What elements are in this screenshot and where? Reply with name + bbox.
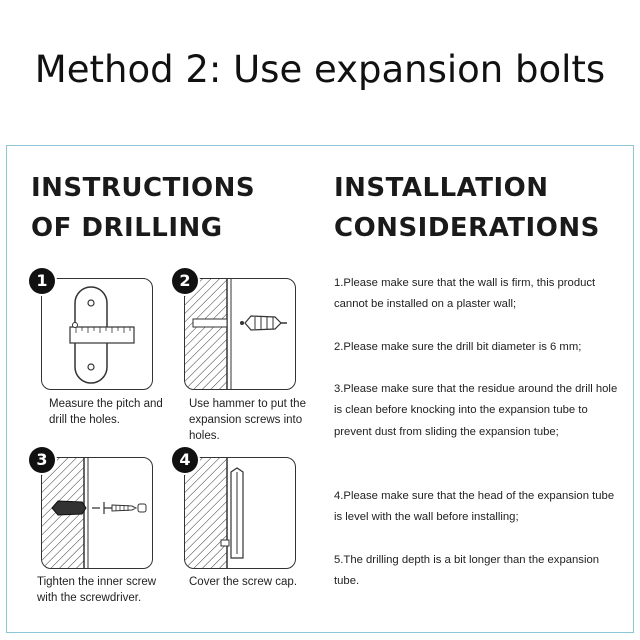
heading-line: CONSIDERATIONS: [334, 213, 600, 243]
consideration-2: 2.Please make sure the drill bit diameter is 6 mm;: [334, 341, 582, 353]
step-3-caption: Tighten the inner screw with the screwdriver.: [37, 576, 157, 604]
drilling-instructions-heading: [31, 168, 255, 248]
step-4-caption: Cover the screw cap.: [189, 576, 298, 588]
step-2-badge: 2: [172, 268, 198, 294]
step-4-illustration: [184, 457, 296, 569]
consideration-4: 4.Please make sure that the head of the expansion tube is level with the wall before installing;: [334, 490, 615, 524]
step-3-badge: 3: [29, 447, 55, 473]
consideration-1: 1.Please make sure that the wall is firm, this product cannot be installed on a plaster wall;: [334, 277, 596, 311]
consideration-3: 3.Please make sure that the residue around the drill hole is clean before knocking into the expansion tube to prevent dust from sliding the expansion tube;: [334, 383, 618, 438]
step-2-caption: Use hammer to put the expansion screws into holes.: [189, 398, 306, 442]
heading-line: INSTALLATION: [334, 173, 549, 203]
ruler-on-bracket-icon: [42, 279, 153, 390]
step-4-badge: 4: [172, 447, 198, 473]
step-3-illustration: [41, 457, 153, 569]
heading-line: OF DRILLING: [31, 213, 223, 243]
step-1-caption: Measure the pitch and drill the holes.: [49, 398, 163, 426]
screw-into-anchor-icon: [42, 458, 153, 569]
step-1-illustration: [41, 278, 153, 390]
page-title: Method 2: Use expansion bolts: [34, 48, 606, 91]
step-1-badge: 1: [29, 268, 55, 294]
step-2-illustration: [184, 278, 296, 390]
heading-line: INSTRUCTIONS: [31, 173, 256, 203]
installation-considerations-heading: [334, 168, 600, 248]
consideration-5: 5.The drilling depth is a bit longer than the expansion tube.: [334, 554, 600, 588]
screw-cap-bracket-icon: [185, 458, 296, 569]
instruction-card: [6, 145, 634, 633]
expansion-anchor-wall-icon: [185, 279, 296, 390]
